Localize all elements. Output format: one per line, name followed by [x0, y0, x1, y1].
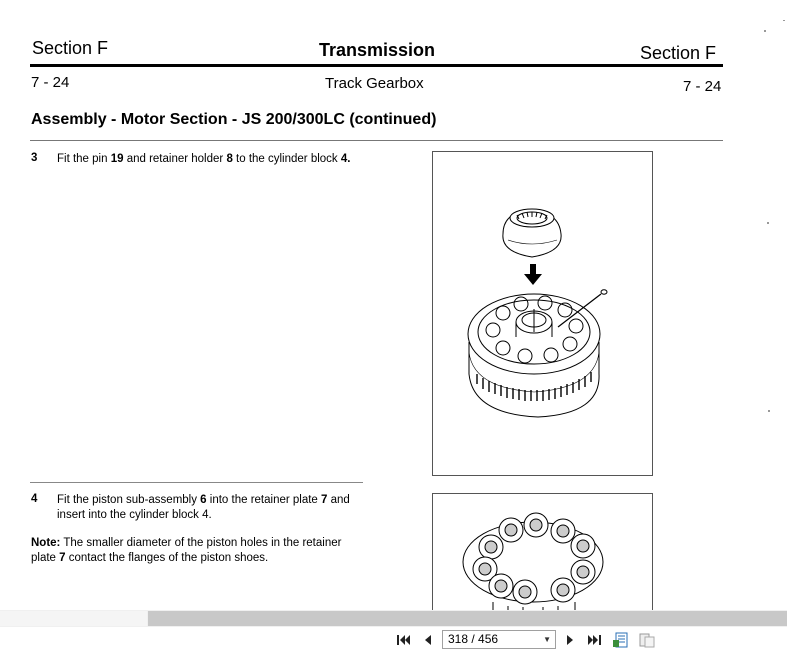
first-page-button[interactable]: [394, 630, 414, 650]
step-divider: [30, 482, 363, 483]
document-subtitle: Track Gearbox: [325, 75, 424, 92]
next-page-icon: [564, 633, 576, 647]
header-rule: [30, 64, 723, 67]
viewer-toolbar: [0, 627, 787, 652]
reference-number: 7: [59, 552, 66, 564]
page-indicator: 318 / 456: [448, 632, 499, 646]
last-page-button[interactable]: [584, 630, 604, 650]
text-run: into the retainer plate: [206, 494, 322, 506]
scan-speck: [768, 410, 770, 412]
text-run: and retainer holder: [123, 153, 227, 165]
text-run: Fit the piston sub-assembly: [57, 494, 201, 506]
figure-piston-assembly: [432, 493, 653, 610]
step-number: 4: [31, 493, 38, 505]
text-run: and insert into the cylinder block 4.: [57, 494, 350, 521]
scan-speck: [764, 30, 766, 32]
page-number-left: 7 - 24: [31, 74, 70, 91]
page-selector[interactable]: [442, 630, 556, 649]
reference-number: 4.: [340, 153, 351, 165]
scan-speck: [767, 222, 769, 224]
previous-page-button[interactable]: [418, 630, 438, 650]
two-page-view-button[interactable]: [637, 630, 657, 650]
document-title: Transmission: [319, 40, 436, 60]
note-body: [31, 537, 341, 564]
section-left: Section F: [32, 38, 109, 58]
cylinder-block-illustration: [433, 152, 652, 475]
note-label: Note:: [31, 537, 61, 549]
text-run: Fit the pin: [57, 153, 111, 165]
text-run: to the cylinder block: [232, 153, 341, 165]
step-number: 3: [31, 152, 38, 164]
prev-page-icon: [422, 633, 434, 647]
step-text: [57, 493, 369, 523]
note-text: [31, 536, 366, 566]
scrollbar-track[interactable]: [0, 611, 147, 626]
section-right: Section F: [640, 43, 717, 63]
figure-cylinder-block: [432, 151, 653, 476]
reference-number: 8: [226, 153, 233, 165]
last-page-icon: [586, 633, 602, 647]
step-text: [57, 152, 369, 167]
reference-number: 7: [321, 494, 328, 506]
heading-rule: [30, 140, 723, 141]
scan-speck: [783, 20, 785, 21]
piston-assembly-illustration: [433, 494, 652, 610]
reference-number: 6: [200, 494, 207, 506]
scrollbar-thumb[interactable]: [148, 611, 787, 626]
next-page-button[interactable]: [560, 630, 580, 650]
single-page-icon: [612, 631, 630, 649]
section-heading: Assembly - Motor Section - JS 200/300LC (continued): [31, 111, 437, 128]
horizontal-scrollbar[interactable]: [0, 610, 787, 627]
text-run: The smaller diameter of the piston holes in the retainer plate: [31, 537, 342, 564]
two-page-icon: [638, 631, 656, 649]
first-page-icon: [396, 633, 412, 647]
single-page-view-button[interactable]: [611, 630, 631, 650]
reference-number: 19: [110, 153, 124, 165]
text-run: contact the flanges of the piston shoes.: [65, 552, 269, 564]
page-number-right: 7 - 24: [683, 78, 722, 95]
chevron-down-icon: ▼: [543, 635, 551, 644]
